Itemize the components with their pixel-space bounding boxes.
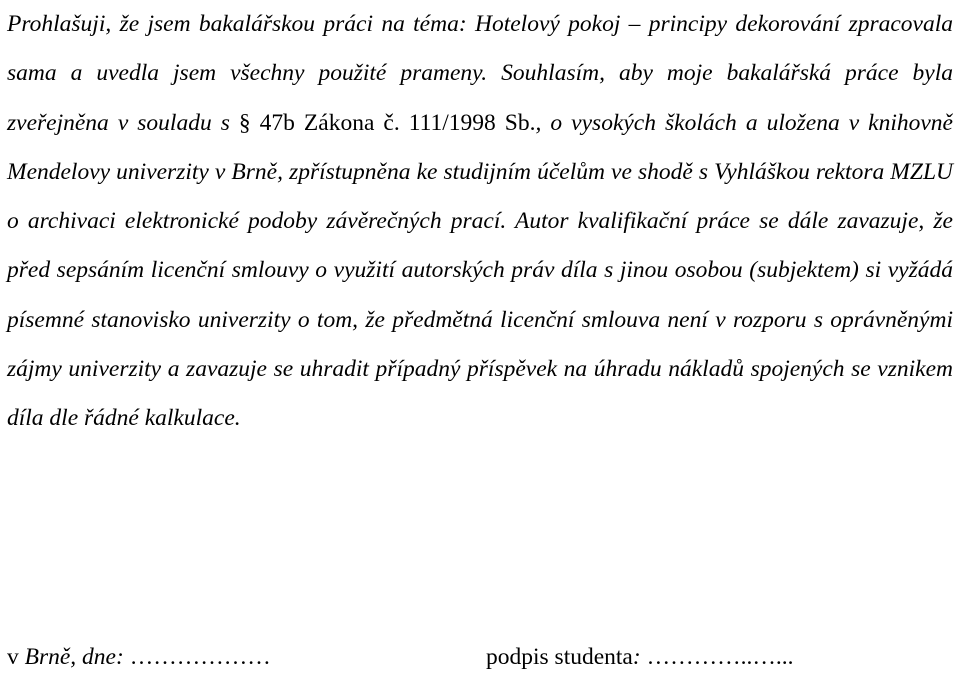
place-date-label: Brně, dne: xyxy=(24,644,124,670)
signature-row xyxy=(7,640,953,674)
declaration-paragraph xyxy=(7,0,953,444)
declaration-text-run: , o vysokých školách a uložena v knihovně Mendelovy univerzity v Brně, zpřístupněna ke studijním účelům ve shodě s Vyhláškou rektora MZLU o archivaci elektronické podoby závěrečných prací. xyxy=(7,109,953,235)
signature-label: podpis studenta xyxy=(486,644,633,670)
declaration-text-run: Prohlašuji, že jsem bakalářskou práci na téma: Hotelový pokoj – principy dekorování zpracovala sama a uvedla jsem všechny použité prameny. Souhlasím, aby moje bakalářská práce byla zveřejněna v souladu s xyxy=(7,11,953,136)
place-prefix: v xyxy=(7,644,25,670)
law-citation-run: § 47b Zákona č. 111/1998 Sb. xyxy=(238,109,536,136)
place-date-dots: ……………… xyxy=(123,644,271,670)
signature-field xyxy=(486,640,793,674)
signature-colon: : xyxy=(632,644,641,670)
place-date-field xyxy=(7,640,271,674)
declaration-text-run: Autor kvalifikační práce se dále zavazuje, že před sepsáním licenční smlouvy o využití autorských práv díla s jinou osobou (subjektem) si vyžádá písemné stanovisko univerzity o tom, že předmětná licenční smlouva není v rozporu s oprávněnými zájmy univerzity a zavazuje se uhradit případný příspěvek na úhradu nákladů spojených se vznikem díla dle řádné kalkulace. xyxy=(7,208,953,432)
signature-dots: …………..…... xyxy=(640,644,794,670)
